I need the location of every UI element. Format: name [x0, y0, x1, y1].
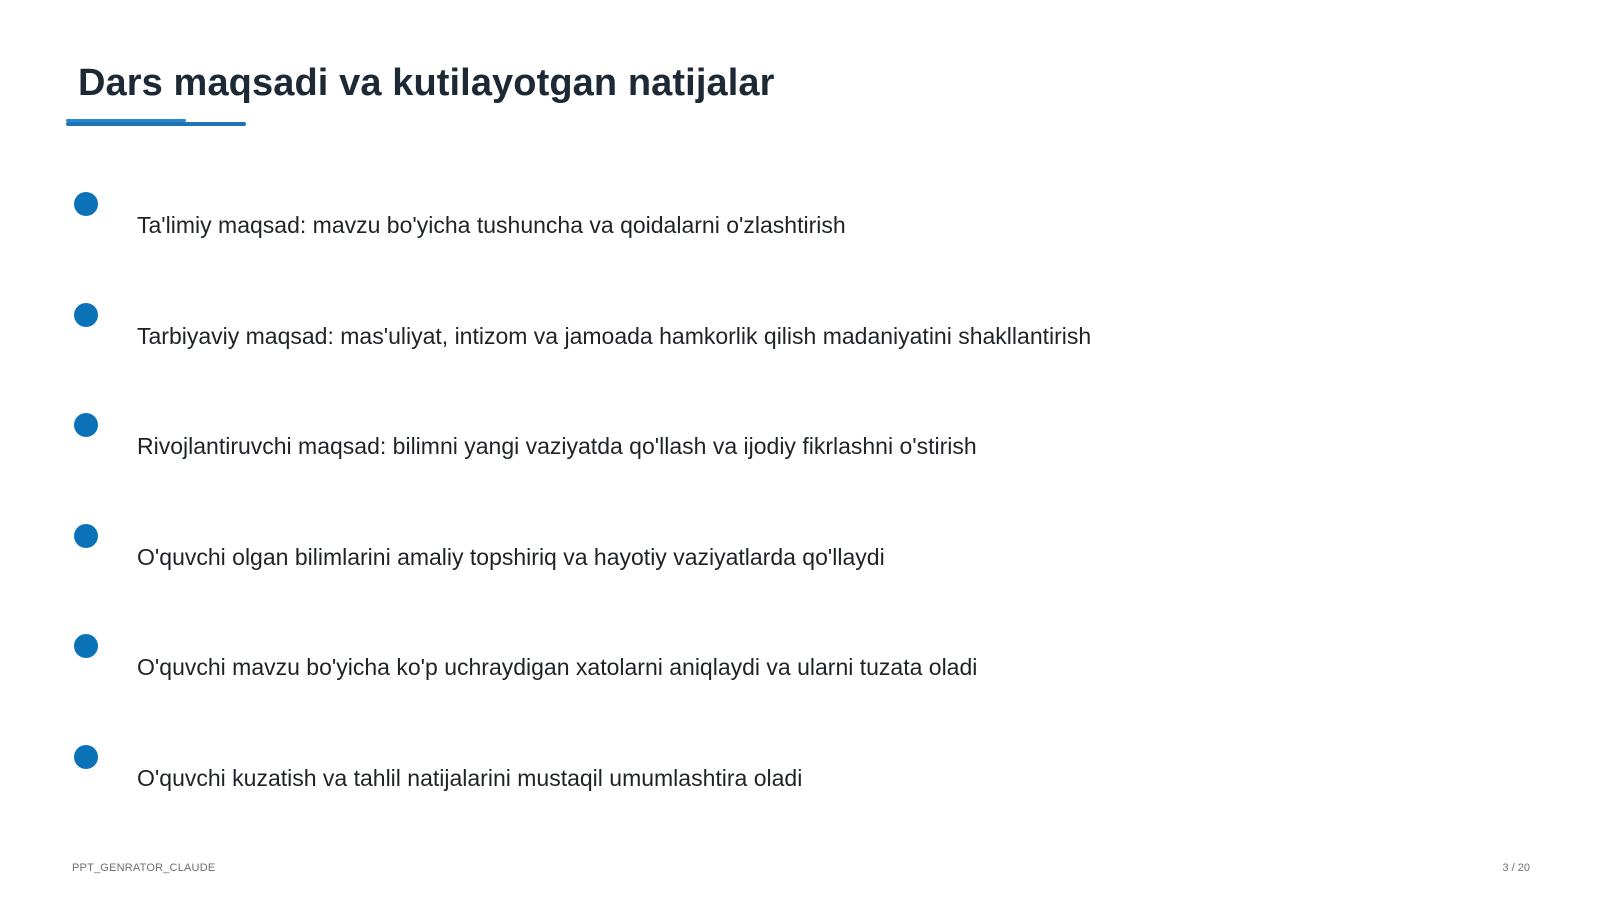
bullet-text: Ta'limiy maqsad: mavzu bo'yicha tushuncha va qoidalarni o'zlashtirish — [137, 212, 846, 238]
bullet-item — [0, 413, 1600, 493]
bullet-dot-icon — [74, 745, 98, 769]
bullet-text: Rivojlantiruvchi maqsad: bilimni yangi vaziyatda qo'llash va ijodiy fikrlashni o'stirish — [137, 433, 977, 459]
slide-title: Dars maqsadi va kutilayotgan natijalar — [78, 62, 775, 104]
bullet-text: O'quvchi kuzatish va tahlil natijalarini mustaqil umumlashtira oladi — [137, 765, 803, 791]
bullet-text: Tarbiyaviy maqsad: mas'uliyat, intizom va jamoada hamkorlik qilish madaniyatini shakllantirish — [137, 323, 1092, 349]
page-indicator: 3 / 20 — [1502, 862, 1530, 874]
title-underline-accent — [66, 119, 186, 122]
bullet-item — [0, 303, 1600, 383]
title-underline — [66, 122, 246, 126]
bullet-text: O'quvchi olgan bilimlarini amaliy topshiriq va hayotiy vaziyatlarda qo'llaydi — [137, 544, 885, 570]
bullet-dot-icon — [74, 303, 98, 327]
footer-source-label: PPT_GENRATOR_CLAUDE — [72, 862, 216, 874]
bullet-dot-icon — [74, 634, 98, 658]
bullet-item — [0, 524, 1600, 604]
bullet-dot-icon — [74, 413, 98, 437]
bullet-item — [0, 192, 1600, 272]
bullet-dot-icon — [74, 192, 98, 216]
bullet-item — [0, 634, 1600, 714]
bullet-item — [0, 745, 1600, 825]
bullet-dot-icon — [74, 524, 98, 548]
bullet-text: O'quvchi mavzu bo'yicha ko'p uchraydigan xatolarni aniqlaydi va ularni tuzata oladi — [137, 654, 978, 680]
